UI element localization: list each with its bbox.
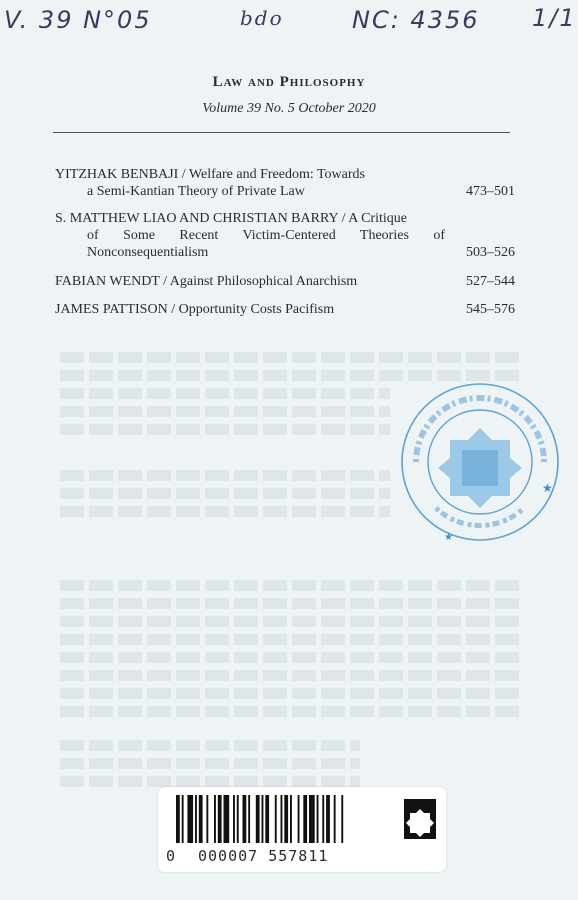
svg-text:★: ★ — [444, 532, 453, 543]
barcode-bar — [322, 795, 324, 843]
bleed-through-text — [60, 670, 520, 681]
journal-title: Law and Philosophy — [212, 74, 366, 90]
library-stamp — [396, 378, 564, 546]
bleed-through-text — [60, 616, 520, 627]
bleed-through-text — [60, 758, 360, 769]
issue-line: Volume 39 No. 5 October 2020 — [202, 101, 376, 116]
barcode-bar — [309, 795, 315, 843]
barcode-bar — [303, 795, 307, 843]
barcode-bar — [182, 795, 184, 843]
barcode-bar — [275, 795, 277, 843]
bleed-through-text — [60, 406, 390, 417]
toc-title-continued: a Semi-Kantian Theory of Private Law — [87, 184, 305, 199]
barcode-bar — [298, 795, 300, 843]
handwritten-signature: bdo — [240, 6, 284, 30]
toc-title: Welfare and Freedom: Towards — [188, 167, 365, 182]
bleed-through-text — [60, 506, 390, 517]
svg-text:★: ★ — [542, 481, 553, 495]
header-rule — [53, 132, 510, 133]
barcode-bar — [187, 795, 193, 843]
bleed-through-text — [60, 488, 390, 499]
barcode-bar — [334, 795, 336, 843]
toc-pages: 527–544 — [466, 274, 515, 289]
barcode-bar — [326, 795, 330, 843]
barcode-bar — [248, 795, 250, 843]
toc-authors: JAMES PATTISON — [55, 302, 168, 317]
bleed-through-text — [60, 776, 360, 787]
barcode-bar — [199, 795, 203, 843]
barcode-bar — [224, 795, 230, 843]
journal-page: V. 39 N°05 bdo NC: 4356 1/1 Law and Philosophy Volume 39 No. 5 October 2020 YITZHAK BENBAJI / Welfare and Freedom: Towards a Semi-Kantian Theory of Private Law 473–501 S. MATTHEW LIAO AND CHRISTIAN BARRY / A Critique of Some Recent Victim-Centered Theories of Nonconsequentialism 503–526 FABIAN WENDT / Against Philosophical Anarchism 527–544 JAMES PATTISON / Opportunity Costs Pacifism 545–576 ★ ★ 0 000007 557811 — [0, 0, 578, 900]
barcode-number: 000007 557811 — [198, 847, 329, 865]
toc-title-continued: Nonconsequentialism — [87, 245, 209, 260]
bleed-through-text — [60, 688, 520, 699]
toc-authors: FABIAN WENDT — [55, 274, 160, 289]
barcode-bar — [206, 795, 208, 843]
toc-title-continued: of Some Recent Victim-Centered Theories of — [87, 228, 445, 243]
barcode-bar — [281, 795, 283, 843]
bleed-through-text — [60, 598, 520, 609]
barcode-bar — [341, 795, 343, 843]
barcode-bar — [243, 795, 247, 843]
toc-title: Against Philosophical Anarchism — [169, 274, 358, 289]
barcode-label — [158, 787, 446, 872]
bleed-through-text — [60, 352, 520, 363]
library-logo-icon — [404, 799, 436, 839]
bleed-through-text — [60, 424, 390, 435]
toc-pages: 503–526 — [466, 245, 515, 260]
toc-authors: S. MATTHEW LIAO AND CHRISTIAN BARRY — [55, 211, 339, 226]
barcode-bar — [256, 795, 260, 843]
barcode-bar — [195, 795, 197, 843]
handwritten-volume-note: V. 39 N°05 — [4, 6, 152, 34]
barcode-bar — [233, 795, 235, 843]
barcode-bar — [218, 795, 222, 843]
bleed-through-text — [60, 652, 520, 663]
barcode-bar — [290, 795, 292, 843]
bleed-through-text — [60, 580, 520, 591]
bleed-through-text — [60, 388, 390, 399]
handwritten-fraction: 1/1 — [532, 4, 577, 32]
bleed-through-text — [60, 740, 360, 751]
toc-title: A Critique — [348, 211, 407, 226]
barcode-bar — [284, 795, 288, 843]
toc-authors: YITZHAK BENBAJI — [55, 167, 179, 182]
toc-pages: 473–501 — [466, 184, 515, 199]
barcode-bars — [176, 795, 396, 847]
barcode-bar — [317, 795, 319, 843]
bleed-through-text — [60, 706, 520, 717]
barcode-lead-digit: 0 — [166, 847, 176, 865]
handwritten-nc-number: NC: 4356 — [352, 6, 480, 34]
barcode-bar — [265, 795, 269, 843]
barcode-bar — [214, 795, 216, 843]
toc-title: Opportunity Costs Pacifism — [178, 302, 335, 317]
toc-pages: 545–576 — [466, 302, 515, 317]
barcode-bar — [176, 795, 180, 843]
barcode-bar — [262, 795, 264, 843]
bleed-through-text — [60, 470, 390, 481]
barcode-bar — [237, 795, 239, 843]
bleed-through-text — [60, 634, 520, 645]
